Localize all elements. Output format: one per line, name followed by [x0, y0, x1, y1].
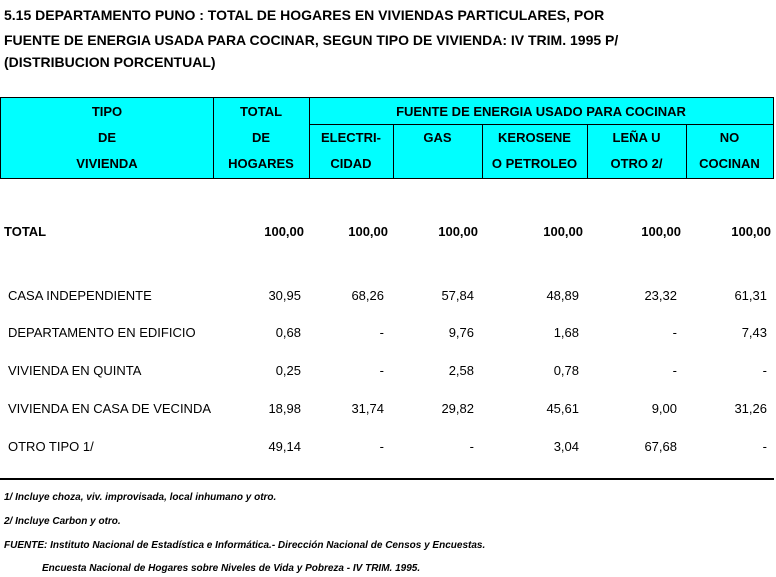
cell-value: 100,00 [264, 224, 304, 239]
source-note: FUENTE: Instituto Nacional de Estadística e Informática.- Dirección Nacional de Censos y Encuestas. [4, 540, 486, 551]
row-label: TOTAL [4, 224, 47, 239]
footnote-2: 2/ Incluye Carbon y otro. [4, 516, 121, 527]
cell-value: 57,84 [441, 288, 474, 303]
header-electricidad-2: CIDAD [330, 156, 372, 171]
survey-note: Encuesta Nacional de Hogares sobre Niveles de Vida y Pobreza - IV TRIM. 1995. [42, 563, 421, 574]
header-total-3: HOGARES [228, 156, 294, 171]
cell-value: 68,26 [351, 288, 384, 303]
cell-value: 0,68 [275, 325, 301, 340]
header-total-1: TOTAL [239, 104, 283, 119]
cell-value: 61,31 [734, 288, 767, 303]
row-label: VIVIENDA EN QUINTA [8, 363, 142, 378]
cell-value: 7,43 [741, 325, 767, 340]
header-tipo-1: TIPO [91, 104, 123, 119]
cell-value: 1,68 [553, 325, 579, 340]
cell-value: 0,25 [275, 363, 301, 378]
cell-value: 0,78 [553, 363, 579, 378]
cell-value: - [762, 439, 767, 454]
header-tipo-3: VIVIENDA [76, 156, 138, 171]
table-bottom-rule [0, 478, 774, 480]
cell-value: 48,89 [546, 288, 579, 303]
title-line-1: 5.15 DEPARTAMENTO PUNO : TOTAL DE HOGARES EN VIVIENDAS PARTICULARES, POR [4, 7, 605, 23]
cell-value: - [672, 325, 677, 340]
title-line-2: FUENTE DE ENERGIA USADA PARA COCINAR, SEGUN TIPO DE VIVIENDA: IV TRIM. 1995 P/ [4, 32, 619, 48]
cell-value: 45,61 [546, 401, 579, 416]
cell-value: 31,74 [351, 401, 384, 416]
cell-value: 31,26 [734, 401, 767, 416]
header-nococinan-1: NO [719, 130, 740, 145]
header-lena-2: OTRO 2/ [610, 156, 663, 171]
header-group: FUENTE DE ENERGIA USADO PARA COCINAR [396, 104, 686, 119]
table-header [0, 97, 774, 179]
cell-value: 100,00 [731, 224, 771, 239]
cell-value: 9,00 [651, 401, 677, 416]
header-kerosene-2: O PETROLEO [491, 156, 578, 171]
cell-value: - [379, 363, 384, 378]
cell-value: 100,00 [438, 224, 478, 239]
row-label: CASA INDEPENDIENTE [8, 288, 152, 303]
cell-value: 100,00 [348, 224, 388, 239]
cell-value: 29,82 [441, 401, 474, 416]
cell-value: 23,32 [644, 288, 677, 303]
cell-value: - [672, 363, 677, 378]
title-line-3: (DISTRIBUCION PORCENTUAL) [4, 54, 216, 70]
cell-value: 67,68 [644, 439, 677, 454]
cell-value: 49,14 [268, 439, 301, 454]
row-label: OTRO TIPO 1/ [8, 439, 94, 454]
header-total-2: DE [251, 130, 271, 145]
cell-value: - [379, 325, 384, 340]
row-label: VIVIENDA EN CASA DE VECINDA [8, 401, 212, 416]
cell-value: - [762, 363, 767, 378]
header-divider [309, 124, 773, 125]
cell-value: - [469, 439, 474, 454]
cell-value: 2,58 [448, 363, 474, 378]
header-lena-1: LEÑA U [612, 130, 661, 145]
cell-value: 3,04 [553, 439, 579, 454]
header-kerosene-1: KEROSENE [498, 130, 571, 145]
cell-value: 100,00 [543, 224, 583, 239]
cell-value: 9,76 [448, 325, 474, 340]
cell-value: 18,98 [268, 401, 301, 416]
cell-value: - [379, 439, 384, 454]
header-electricidad-1: ELECTRI- [321, 130, 381, 145]
header-nococinan-2: COCINAN [699, 156, 760, 171]
row-label: DEPARTAMENTO EN EDIFICIO [8, 325, 196, 340]
footnote-1: 1/ Incluye choza, viv. improvisada, local inhumano y otro. [4, 492, 277, 503]
header-tipo-2: DE [97, 130, 117, 145]
cell-value: 30,95 [268, 288, 301, 303]
header-gas: GAS [423, 130, 452, 145]
cell-value: 100,00 [641, 224, 681, 239]
